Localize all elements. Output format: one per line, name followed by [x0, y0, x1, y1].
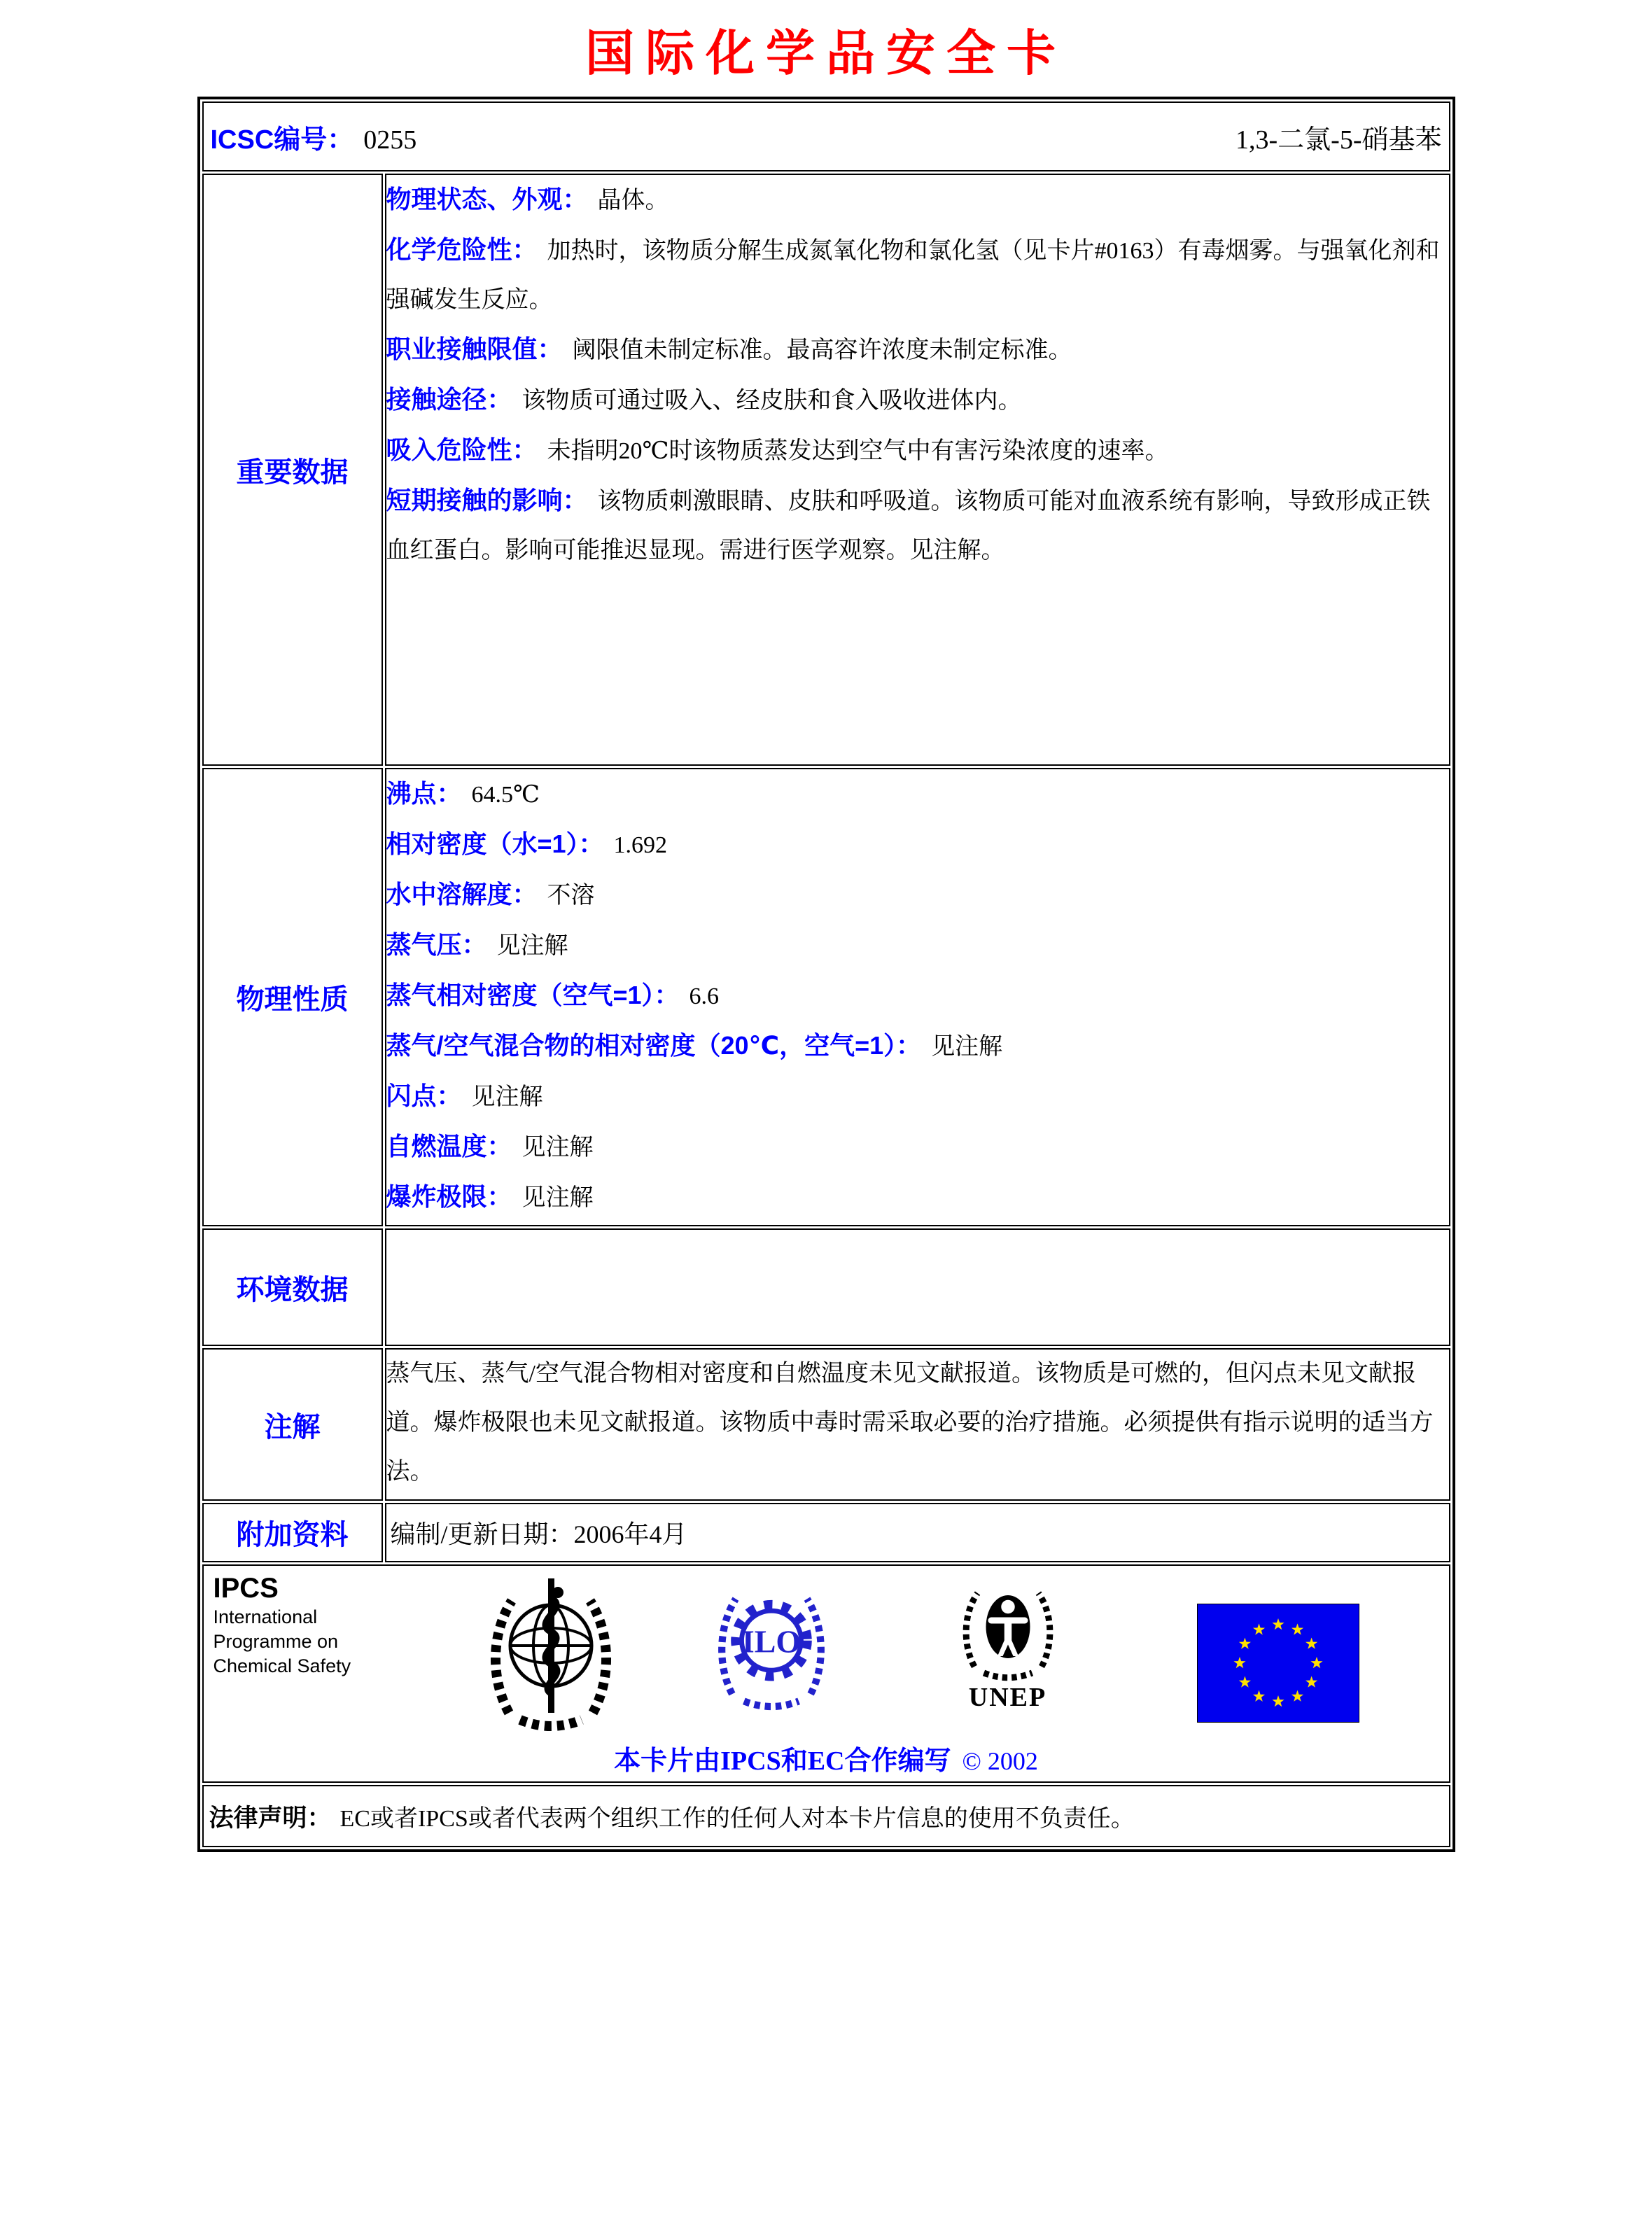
legal-statement: [204, 1786, 1449, 1846]
card-header-cell: [202, 101, 1450, 171]
important-entry: [386, 225, 1449, 325]
important-data-content: [385, 174, 1450, 766]
notes-label: 注解: [202, 1348, 383, 1501]
notes-text: 蒸气压、蒸气/空气混合物相对密度和自燃温度未见文献报道。该物质是可燃的，但闪点未见文献报道。爆炸极限也未见文献报道。该物质中毒时需采取必要的治疗措施。必须提供有指示说明的适当方法。: [386, 1361, 1434, 1485]
physical-entry-label: 蒸气/空气混合物的相对密度（20℃，空气=1）：: [386, 1031, 922, 1060]
card-header-row: [202, 101, 1450, 171]
important-data-label: 重要数据: [202, 174, 383, 766]
page-title: 国际化学品安全卡: [585, 26, 1067, 80]
physical-entry-text: 见注解: [496, 933, 568, 959]
important-entry-text: 晶体。: [597, 188, 669, 213]
physical-entry-label: 沸点：: [386, 779, 462, 808]
environmental-data-label: 环境数据: [202, 1228, 383, 1346]
chemical-name: 1,3-二氯-5-硝基苯: [1236, 125, 1442, 155]
physical-entry-text: 见注解: [522, 1185, 594, 1211]
important-entry: [386, 426, 1449, 476]
important-data-row: [202, 174, 1450, 766]
physical-entry: [386, 1072, 1449, 1122]
important-entry: [386, 325, 1449, 375]
environmental-data-content: [385, 1228, 1450, 1346]
important-entry-label: 吸入危险性：: [386, 435, 538, 464]
credit-line: [211, 1739, 1442, 1777]
ipcs-text-block: [214, 1571, 416, 1679]
physical-entry: [386, 971, 1449, 1021]
important-entry-text: 加热时，该物质分解生成氮氧化物和氯化氢（见卡片#0163）有毒烟雾。与强氧化剂和强碱发生反应。: [386, 238, 1440, 313]
physical-entry-text: 见注解: [931, 1034, 1003, 1060]
important-entry-label: 职业接触限值：: [386, 335, 563, 363]
physical-entry: [386, 870, 1449, 920]
important-entry: [386, 175, 1449, 225]
additional-info-content: 编制/更新日期：2006年4月: [390, 1520, 687, 1548]
physical-entry-label: 蒸气相对密度（空气=1）：: [386, 981, 680, 1009]
physical-entry: [386, 1122, 1449, 1172]
physical-entry: [386, 920, 1449, 971]
physical-entry-label: 蒸气压：: [386, 930, 487, 959]
important-entry-text: 该物质刺激眼睛、皮肤和呼吸道。该物质可能对血液系统有影响，导致形成正铁血红蛋白。影响可能推迟显现。需进行医学观察。见注解。: [386, 489, 1431, 563]
physical-entry: [386, 1172, 1449, 1223]
logos-row: [202, 1564, 1450, 1783]
icsc-number-label: ICSC编号：: [210, 125, 354, 155]
environmental-data-row: [202, 1228, 1450, 1346]
eu-flag-icon: [1197, 1604, 1359, 1726]
physical-entry-text: 见注解: [471, 1084, 543, 1110]
notes-content: [385, 1348, 1450, 1501]
physical-entry-label: 闪点：: [386, 1081, 462, 1110]
ipcs-subtitle-line: Programme on: [213, 1631, 339, 1653]
important-entry: [386, 375, 1449, 426]
ilo-letters: ILO: [741, 1623, 801, 1660]
important-entry-label: 接触途径：: [386, 385, 512, 414]
physical-entry-text: 不溶: [547, 883, 595, 909]
physical-properties-content: [385, 768, 1450, 1226]
physical-entry-label: 相对密度（水=1）：: [386, 829, 604, 858]
important-entry-text: 阈限值未制定标准。最高容许浓度未制定标准。: [572, 337, 1072, 363]
physical-entry-label: 水中溶解度：: [386, 880, 538, 909]
additional-info-row: [202, 1503, 1450, 1562]
important-entry-text: 该物质可通过吸入、经皮肤和食入吸收进体内。: [522, 388, 1022, 414]
important-entry-label: 化学危险性：: [386, 235, 538, 264]
organization-logos: [211, 1571, 1442, 1737]
ipcs-subtitle-line: Chemical Safety: [213, 1655, 351, 1677]
unep-emblem-icon: [948, 1578, 1068, 1711]
physical-entry-text: 64.5℃: [471, 782, 540, 808]
additional-info-label: 附加资料: [202, 1503, 383, 1562]
legal-row: [202, 1785, 1450, 1847]
physical-properties-label: 物理性质: [202, 768, 383, 1226]
physical-entry: [386, 820, 1449, 870]
credit-text: 本卡片由IPCS和EC合作编写: [614, 1746, 951, 1776]
physical-properties-row: [202, 768, 1450, 1226]
important-entry-label: 物理状态、外观：: [386, 185, 588, 213]
physical-entry: [386, 1021, 1449, 1072]
legal-label: 法律声明：: [209, 1804, 332, 1832]
physical-entry: [386, 769, 1449, 820]
physical-entry-text: 见注解: [522, 1135, 594, 1161]
notes-row: [202, 1348, 1450, 1501]
additional-info-cell: [385, 1503, 1450, 1562]
physical-entry-label: 自燃温度：: [386, 1132, 512, 1161]
unep-wordmark: UNEP: [968, 1683, 1047, 1712]
ipcs-title: IPCS: [213, 1573, 279, 1604]
icsc-card-table: [197, 97, 1455, 1852]
important-entry-text: 未指明20℃时该物质蒸发达到空气中有害污染浓度的速率。: [547, 438, 1169, 464]
logos-wrap: [204, 1566, 1449, 1781]
important-entry: [386, 476, 1449, 575]
physical-entry-text: 6.6: [689, 983, 720, 1009]
ilo-emblem-icon: [712, 1577, 831, 1717]
icsc-number-group: [211, 118, 417, 156]
important-entry-label: 短期接触的影响：: [386, 486, 588, 514]
logos-cell: [202, 1564, 1450, 1783]
icsc-number-value: 0255: [363, 125, 417, 155]
credit-year: © 2002: [962, 1747, 1038, 1775]
legal-cell: [202, 1785, 1450, 1847]
physical-entry-label: 爆炸极限：: [386, 1182, 512, 1211]
who-emblem-icon: [481, 1573, 621, 1737]
legal-text: EC或者IPCS或者代表两个组织工作的任何人对本卡片信息的使用不负责任。: [340, 1806, 1135, 1832]
physical-entry-text: 1.692: [613, 832, 668, 858]
card-header: [204, 103, 1449, 170]
ipcs-subtitle-line: International: [213, 1606, 318, 1627]
